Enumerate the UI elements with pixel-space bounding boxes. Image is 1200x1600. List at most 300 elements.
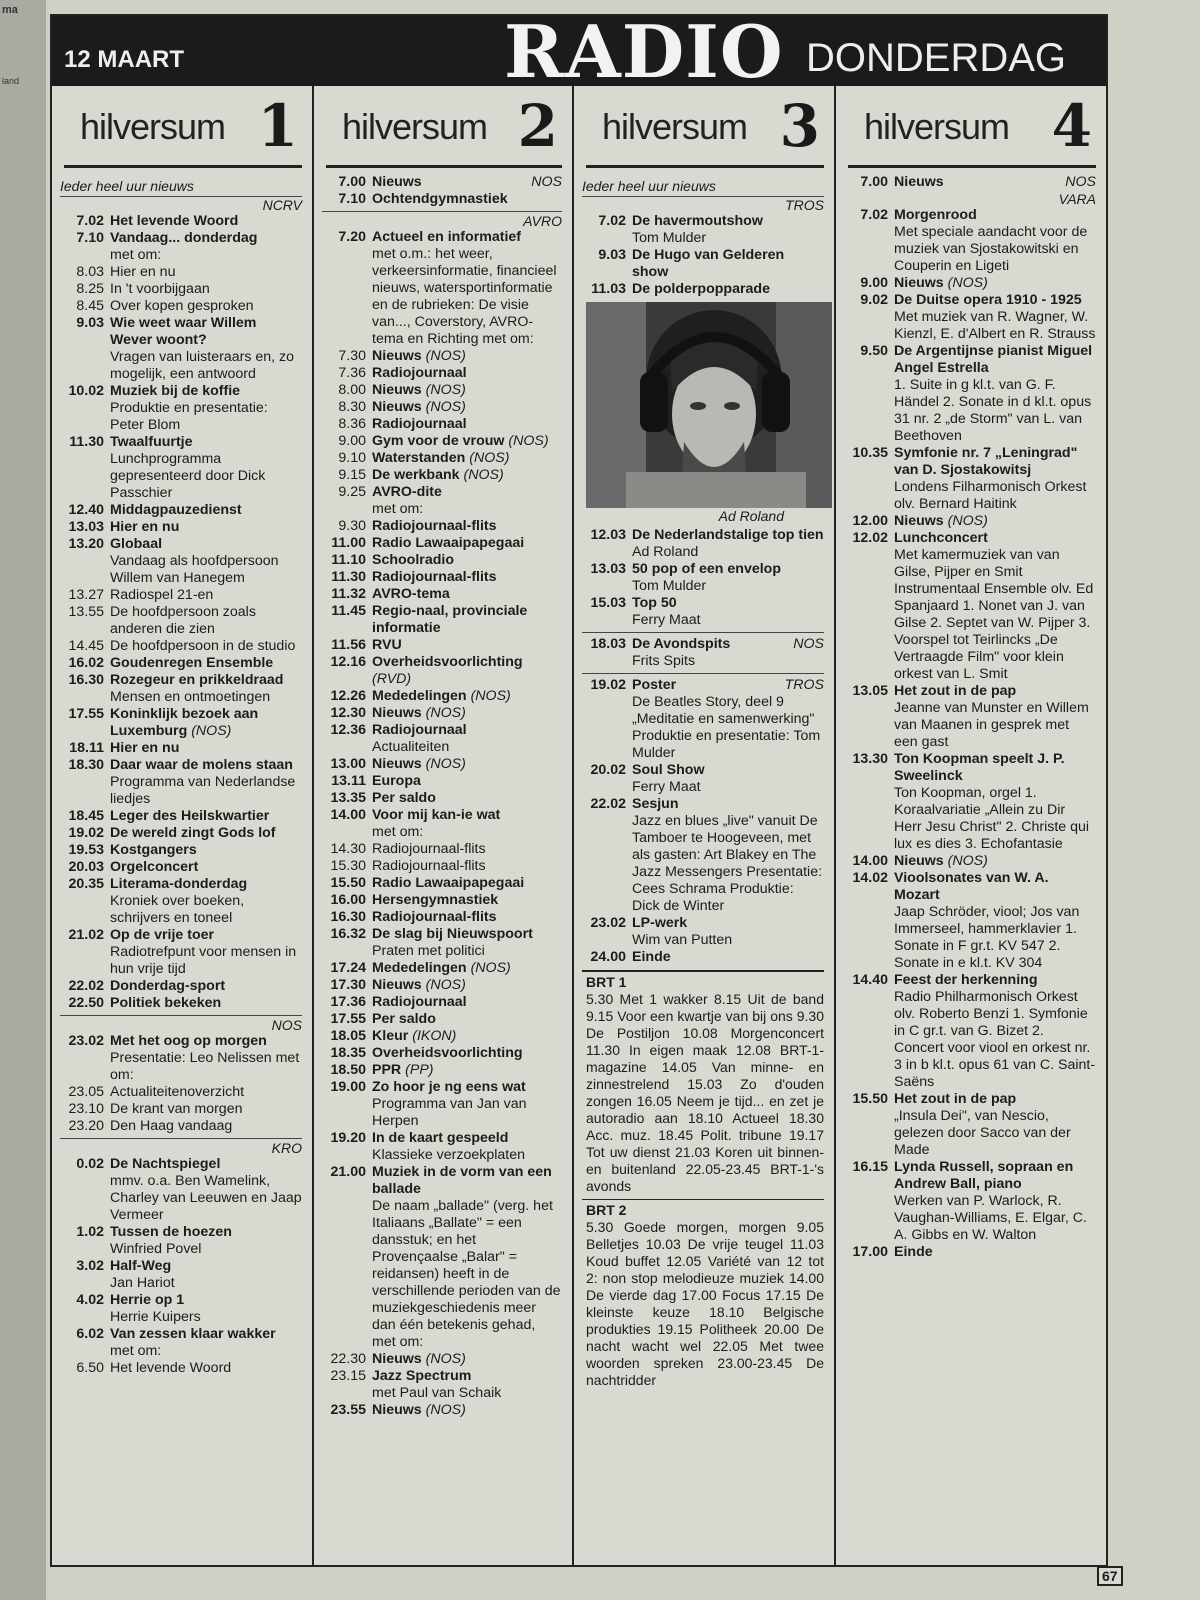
program-time: 22.50 [68, 995, 104, 1011]
program-title: Radiojournaal [372, 416, 467, 432]
program-entry [322, 348, 562, 365]
program-description: Radio Philharmonisch Orkest olv. Roberto Benzi 1. Symfonie in C gr.t. van G. Bizet 2. Concert voor viool en orkest nr. 3 in b kl.t. opus 61 van C. Saint-Saëns [894, 989, 1096, 1090]
program-body [894, 513, 1096, 530]
program-description: Ferry Maat [632, 612, 701, 628]
page-number: 67 [1097, 1566, 1123, 1586]
program-description: Jeanne van Munster en Willem van Maanen in gesprek met een gast [894, 700, 1089, 750]
program-title: De hoofdpersoon zoals anderen die zien [110, 604, 256, 637]
broadcaster-label: (NOS) [947, 853, 988, 869]
program-time: 11.45 [331, 603, 366, 619]
program-title: Nieuws [894, 853, 944, 869]
program-time: 16.02 [68, 655, 104, 671]
program-description: Mensen en ontmoetingen [110, 689, 271, 705]
program-title: Radiojournaal-flits [372, 841, 486, 857]
program-body [894, 292, 1096, 343]
program-time: 0.02 [76, 1156, 104, 1172]
program-body [110, 1118, 302, 1135]
photo-caption: Ad Roland [718, 508, 784, 524]
program-title: Over kopen gesproken [110, 298, 254, 314]
program-entry [844, 1244, 1096, 1261]
program-entry [60, 1326, 302, 1360]
program-entry [844, 174, 1096, 191]
program-entry [322, 586, 562, 603]
program-body [632, 762, 824, 796]
program-time: 8.36 [338, 416, 366, 432]
program-entry [844, 870, 1096, 972]
program-body [372, 450, 562, 467]
program-body [372, 926, 562, 960]
program-body [110, 808, 302, 825]
broadcaster-label: TROS [784, 677, 824, 693]
broadcaster-label: VARA [1058, 191, 1096, 207]
news-note: Ieder heel uur nieuws [60, 178, 302, 197]
program-time: 12.26 [330, 688, 366, 704]
program-entry [322, 1028, 562, 1045]
broadcaster-label: (NOS) [425, 977, 466, 993]
program-title: Overheidsvoorlichting [372, 654, 523, 670]
program-title: Radiojournaal-flits [372, 518, 497, 534]
program-entry [322, 1045, 562, 1062]
program-entry [60, 1033, 302, 1084]
program-title: Nieuws [372, 705, 422, 721]
program-time: 1.02 [76, 1224, 104, 1240]
program-entry [322, 365, 562, 382]
program-time: 16.30 [330, 909, 366, 925]
program-title: Nieuws [894, 513, 944, 529]
program-title: Hier en nu [110, 264, 176, 280]
program-time: 10.35 [852, 445, 888, 461]
program-time: 11.30 [69, 434, 104, 450]
program-time: 18.45 [68, 808, 104, 824]
program-entry [322, 229, 562, 348]
program-entry [322, 1079, 562, 1130]
program-description: Tom Mulder [632, 230, 707, 246]
program-time: 18.03 [590, 636, 626, 652]
program-body [110, 740, 302, 757]
program-description: Winfried Povel [110, 1241, 202, 1257]
program-title: Gym voor de vrouw [372, 433, 505, 449]
program-title: Herrie op 1 [110, 1292, 185, 1308]
program-body [372, 1402, 562, 1419]
program-body [110, 1101, 302, 1118]
program-body [632, 213, 824, 247]
station-header [52, 86, 312, 168]
program-body [372, 705, 562, 722]
program-entry [582, 762, 824, 796]
program-time: 9.50 [860, 343, 888, 359]
program-entry [322, 1351, 562, 1368]
broadcaster-label: KRO [60, 1138, 302, 1156]
program-time: 11.30 [331, 569, 366, 585]
broadcaster-label: NOS [1065, 174, 1096, 190]
program-time: 4.02 [76, 1292, 104, 1308]
program-entry [844, 1159, 1096, 1244]
program-time: 9.25 [338, 484, 366, 500]
program-entry [60, 1084, 302, 1101]
station-name: hilversum [342, 106, 488, 147]
program-time: 8.03 [76, 264, 104, 280]
program-time: 13.35 [330, 790, 366, 806]
program-entry [60, 859, 302, 876]
program-entry [60, 1292, 302, 1326]
broadcaster-label: (NOS) [425, 1402, 466, 1418]
program-body [372, 191, 562, 208]
program-time: 7.36 [338, 365, 366, 381]
program-title: Radiojournaal-flits [372, 858, 486, 874]
program-title: 50 pop of een envelop [632, 561, 781, 577]
program-title: Middagpauzedienst [110, 502, 242, 518]
program-time: 14.00 [852, 853, 888, 869]
program-title: Radiojournaal-flits [372, 909, 497, 925]
portrait-image [586, 302, 832, 508]
program-title: Tussen de hoezen [110, 1224, 232, 1240]
program-entry [322, 535, 562, 552]
program-time: 17.30 [330, 977, 366, 993]
program-body [632, 595, 824, 629]
program-title: Ton Koopman speelt J. P. Sweelinck [894, 751, 1065, 784]
program-entry [582, 677, 824, 762]
program-body [372, 399, 562, 416]
program-entry [60, 434, 302, 502]
program-body [632, 636, 824, 670]
program-body [894, 853, 1096, 870]
program-body [372, 722, 562, 756]
program-body [110, 213, 302, 230]
program-title: Symfonie nr. 7 „Leningrad" van D. Sjostakowitsj [894, 445, 1078, 478]
program-description: Met speciale aandacht voor de muziek van Sjostakowitski en Couperin en Ligeti [894, 224, 1088, 274]
program-time: 16.30 [68, 672, 104, 688]
program-entry [60, 740, 302, 757]
program-title: Actualiteitenoverzicht [110, 1084, 245, 1100]
station-header [836, 86, 1106, 168]
program-title: Per saldo [372, 1011, 436, 1027]
program-title: De Argentijnse pianist Miguel Angel Estrella [894, 343, 1093, 376]
program-title: Nieuws [372, 382, 422, 398]
program-body [110, 315, 302, 383]
program-body [110, 655, 302, 672]
program-title: Vandaag... donderdag [110, 230, 258, 246]
program-time: 9.03 [76, 315, 104, 331]
program-time: 16.32 [330, 926, 366, 942]
broadcaster-label: AVRO [322, 211, 562, 229]
program-body [110, 706, 302, 740]
program-entry [322, 756, 562, 773]
program-title: Daar waar de molens staan [110, 757, 293, 773]
station-name: hilversum [80, 106, 226, 147]
program-title: De Nederlandstalige top tien [632, 527, 824, 543]
program-title: Hersengymnastiek [372, 892, 499, 908]
program-body [894, 683, 1096, 751]
program-body [372, 467, 562, 484]
broadcaster-label: (NOS) [425, 348, 466, 364]
program-entry [844, 207, 1096, 275]
program-description: Lunchprogramma gepresenteerd door Dick Passchier [110, 451, 266, 501]
program-entry [60, 1224, 302, 1258]
program-body [372, 382, 562, 399]
program-time: 11.00 [331, 535, 366, 551]
program-description: Werken van P. Warlock, R. Vaughan-Williams, E. Elgar, C. A. Gibbs en W. Walton [894, 1193, 1087, 1243]
program-entry [60, 1101, 302, 1118]
program-title: De Hugo van Gelderen show [632, 247, 785, 280]
station-number: 2 [517, 92, 558, 160]
program-title: Nieuws [372, 348, 422, 364]
program-entry [322, 569, 562, 586]
broadcaster-label: (NOS) [191, 723, 232, 739]
program-title: Half-Weg [110, 1258, 172, 1274]
program-entry [322, 790, 562, 807]
program-title: Morgenrood [894, 207, 977, 223]
program-entry [60, 672, 302, 706]
program-body [372, 807, 562, 841]
program-body [372, 773, 562, 790]
program-entry [322, 926, 562, 960]
program-description: Met kamermuziek van van Gilse, Pijper en Smit Instrumentaal Ensemble olv. Ed Spanjaard 1. Nonet van J. van Gilse 2. Septet van W. Pijper 3. Voorspel tot Teirlincks „De Vertraagde Film" voor klein orkest van L. Smit [894, 547, 1094, 682]
program-time: 15.03 [590, 595, 626, 611]
program-entry [582, 281, 824, 298]
broadcaster-label: (NOS) [947, 513, 988, 529]
previous-page-edge [0, 0, 46, 1600]
program-entry [322, 858, 562, 875]
program-body [372, 1011, 562, 1028]
program-body [372, 603, 562, 637]
program-entry [844, 1091, 1096, 1159]
program-entry [60, 264, 302, 281]
program-entry [322, 909, 562, 926]
program-time: 11.32 [331, 586, 366, 602]
program-body [110, 264, 302, 281]
program-time: 9.10 [338, 450, 366, 466]
program-entry [844, 513, 1096, 530]
program-description: Jaap Schröder, viool; Jos van Immerseel, hammerklavier 1. Sonate in F gr.t. KV 547 2. Sonate in e kl.t. KV 304 [894, 904, 1080, 971]
program-title: Het levende Woord [110, 1360, 232, 1376]
program-body [372, 841, 562, 858]
program-time: 9.00 [860, 275, 888, 291]
broadcaster-label: (NOS) [947, 275, 988, 291]
program-body [110, 519, 302, 536]
program-title: Einde [894, 1244, 933, 1260]
program-time: 18.05 [330, 1028, 366, 1044]
program-time: 14.02 [852, 870, 888, 886]
brt1-schedule: 5.30 Met 1 wakker 8.15 Uit de band 9.15 Voor een kwartje van bij ons 9.30 De Postiljon 10.08 Morgenconcert 11.30 In eigen maak 12.08 BRT-1-magazine 14.05 Van minne- en zinnestrelend 15.03 Zo d'ouden zongen 16.05 Neem je tijd... en zet je autoradio aan 18.10 Actueel 18.30 Acc. muz. 18.45 Polit. tribune 19.17 Tot uw dienst 21.03 Koren uit binnen- en buitenland 22.05-23.45 BRT-1-'s avonds [586, 991, 824, 1194]
program-time: 18.11 [69, 740, 104, 756]
program-title: Nieuws [372, 1351, 422, 1367]
program-body [372, 433, 562, 450]
program-title: Radiojournaal-flits [372, 569, 497, 585]
program-description: Actualiteiten [372, 739, 450, 755]
program-time: 14.30 [330, 841, 366, 857]
program-time: 20.35 [68, 876, 104, 892]
program-title: Orgelconcert [110, 859, 199, 875]
program-body [110, 536, 302, 587]
program-title: Lynda Russell, sopraan en Andrew Ball, piano [894, 1159, 1074, 1192]
program-entry [322, 688, 562, 705]
program-time: 23.20 [68, 1118, 104, 1134]
program-entry [322, 518, 562, 535]
program-body [894, 445, 1096, 513]
program-body [372, 875, 562, 892]
program-title: PPR [372, 1062, 402, 1078]
broadcaster-label: (NOS) [425, 1351, 466, 1367]
program-time: 19.53 [68, 842, 104, 858]
program-description: Kroniek over boeken, schrijvers en toneel [110, 893, 245, 926]
program-body [110, 927, 302, 978]
broadcaster-label: (NOS) [470, 688, 511, 704]
edge-text: ma [2, 4, 18, 16]
brt2-heading: BRT 2 [586, 1202, 627, 1218]
program-time: 8.45 [76, 298, 104, 314]
program-entry [844, 683, 1096, 751]
program-time: 23.02 [590, 915, 626, 931]
program-time: 7.10 [76, 230, 104, 246]
program-description: Frits Spits [632, 653, 696, 669]
program-time: 23.55 [330, 1402, 366, 1418]
page-title: RADIO [504, 9, 784, 94]
program-title: Het zout in de pap [894, 1091, 1017, 1107]
program-title: Voor mij kan-ie wat [372, 807, 501, 823]
program-time: 3.02 [76, 1258, 104, 1274]
program-time: 9.02 [860, 292, 888, 308]
program-time: 19.02 [590, 677, 626, 693]
program-body [894, 972, 1096, 1091]
program-title: De hoofdpersoon in de studio [110, 638, 296, 654]
program-time: 6.50 [76, 1360, 104, 1376]
program-entry [322, 892, 562, 909]
program-title: LP-werk [632, 915, 688, 931]
program-entry [322, 467, 562, 484]
program-list [836, 168, 1106, 1261]
program-body [110, 825, 302, 842]
program-title: Globaal [110, 536, 163, 552]
program-time: 11.10 [331, 552, 366, 568]
program-title: De Avondspits [632, 636, 731, 652]
program-time: 23.15 [330, 1368, 366, 1384]
program-entry [844, 275, 1096, 292]
program-description: Wim van Putten [632, 932, 733, 948]
program-body [372, 348, 562, 365]
program-entry [60, 1258, 302, 1292]
program-title: Radiospel 21-en [110, 587, 214, 603]
program-title: Donderdag-sport [110, 978, 226, 994]
program-entry [322, 174, 562, 191]
program-body [372, 1368, 562, 1402]
program-title: Schoolradio [372, 552, 454, 568]
broadcaster-label: NOS [60, 1015, 302, 1033]
program-description: Jazz en blues „live" vanuit De Tamboer te Hoogeveen, met als gasten: Art Blakey en The Jazz Messengers Presentatie: Cees Schrama Produktie: Dick de Winter [632, 813, 823, 914]
program-body [372, 552, 562, 569]
program-title: Nieuws [372, 399, 422, 415]
program-title: Wie weet waar Willem Wever woont? [110, 315, 257, 348]
program-time: 7.20 [338, 229, 366, 245]
program-entry [844, 853, 1096, 870]
program-body [632, 527, 824, 561]
page-header [52, 9, 1106, 94]
program-entry [844, 292, 1096, 343]
program-body [632, 949, 824, 966]
program-time: 20.02 [590, 762, 626, 778]
program-body [894, 1159, 1096, 1244]
program-body [894, 1091, 1096, 1159]
program-title: Radiojournaal [372, 722, 467, 738]
program-title: Overheidsvoorlichting [372, 1045, 523, 1061]
program-description: Produktie en presentatie: Peter Blom [110, 400, 268, 433]
program-entry [60, 825, 302, 842]
program-time: 21.02 [68, 927, 104, 943]
program-time: 12.00 [852, 513, 888, 529]
program-entry [322, 450, 562, 467]
page-day: DONDERDAG [806, 36, 1067, 80]
program-time: 19.00 [330, 1079, 366, 1095]
program-title: De slag bij Nieuwspoort [372, 926, 533, 942]
program-time: 16.15 [852, 1159, 888, 1175]
program-body [372, 637, 562, 654]
program-time: 9.00 [338, 433, 366, 449]
program-body [110, 842, 302, 859]
program-entry [60, 536, 302, 587]
program-time: 8.00 [338, 382, 366, 398]
station-header [574, 86, 834, 168]
program-body [372, 1079, 562, 1130]
program-description: met om: [110, 1343, 162, 1359]
program-title: Feest der herkenning [894, 972, 1038, 988]
program-body [110, 230, 302, 264]
program-time: 11.03 [591, 281, 626, 297]
program-entry [60, 383, 302, 434]
program-time: 22.02 [68, 978, 104, 994]
program-title: Vioolsonates van W. A. Mozart [894, 870, 1049, 903]
program-entry [322, 637, 562, 654]
program-description: Vandaag als hoofdpersoon Willem van Hanegem [110, 553, 279, 586]
program-entry [60, 604, 302, 638]
station-number: 3 [779, 92, 820, 160]
program-description: Klassieke verzoekplaten [372, 1147, 525, 1163]
program-title: Het levende Woord [110, 213, 239, 229]
program-body [372, 518, 562, 535]
program-body [372, 586, 562, 603]
program-entry [582, 949, 824, 966]
program-entry [322, 841, 562, 858]
program-time: 13.03 [68, 519, 104, 535]
program-description: Presentatie: Leo Nelissen met om: [110, 1050, 300, 1083]
program-title: Op de vrije toer [110, 927, 215, 943]
program-description: „Insula Dei", van Nescio, gelezen door Sacco van der Made [894, 1108, 1071, 1158]
program-time: 19.02 [68, 825, 104, 841]
program-entry [322, 994, 562, 1011]
program-time: 7.30 [338, 348, 366, 364]
program-title: Den Haag vandaag [110, 1118, 233, 1134]
program-title: Nieuws [372, 977, 422, 993]
program-description: Ferry Maat [632, 779, 701, 795]
program-body [372, 688, 562, 705]
program-entry [322, 433, 562, 450]
program-time: 18.35 [330, 1045, 366, 1061]
program-body [894, 751, 1096, 853]
program-body [110, 298, 302, 315]
broadcaster-label: (NOS) [463, 467, 504, 483]
program-entry [60, 298, 302, 315]
program-entry [60, 995, 302, 1012]
program-entry [844, 445, 1096, 513]
program-entry [60, 808, 302, 825]
program-body [894, 870, 1096, 972]
program-entry [60, 638, 302, 655]
program-title: De krant van morgen [110, 1101, 243, 1117]
program-description: Jan Hariot [110, 1275, 175, 1291]
program-title: Jazz Spectrum [372, 1368, 472, 1384]
program-time: 21.00 [330, 1164, 366, 1180]
station-number: 4 [1051, 92, 1092, 160]
program-time: 12.02 [852, 530, 888, 546]
program-title: Het zout in de pap [894, 683, 1017, 699]
